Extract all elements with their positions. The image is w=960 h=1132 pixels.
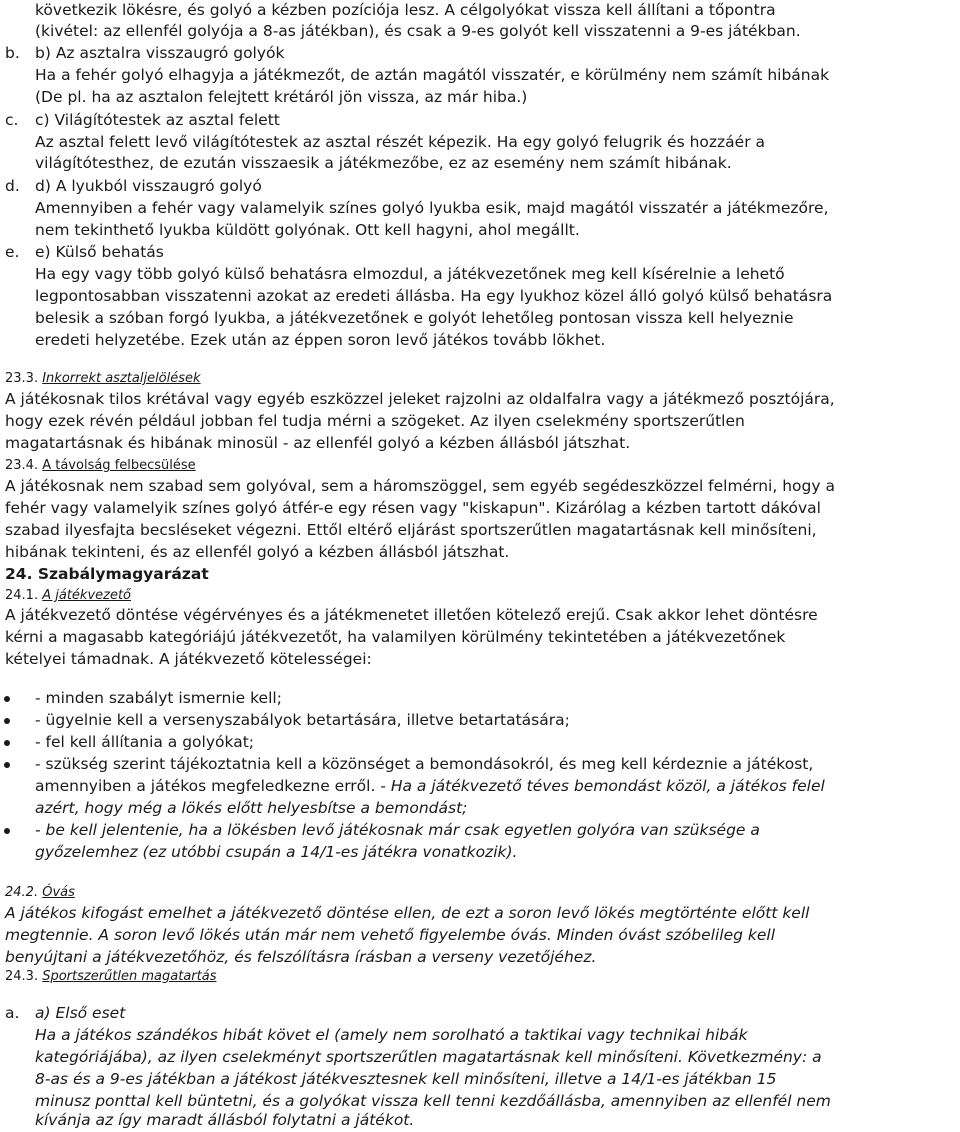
section-24-3-heading bbox=[5, 966, 216, 988]
section-number: 24.3. bbox=[5, 969, 39, 984]
section-23-3-heading bbox=[5, 368, 201, 390]
bullet-item-4-line-2 bbox=[35, 776, 825, 798]
item-d-title: d) A lyukból visszaugró golyó bbox=[35, 177, 262, 195]
s23-4-line-1: A játékosnak nem szabad sem golyóval, sem a háromszöggel, sem egyéb segédeszközzel felmérni, hogy a bbox=[5, 477, 835, 495]
s23-3-line-1: A játékosnak tilos krétával vagy egyéb eszközzel jeleket rajzolni az oldalfalra vagy a játékmező posztójára, bbox=[5, 390, 835, 408]
s23-4-line-3: szabad ilyesfajta becsléseket végezni. Ettől eltérő eljárást sportszerűtlen magatartásnak kell minősíteni, bbox=[5, 521, 817, 539]
s24-2-line-1: A játékos kifogást emelhet a játékvezető döntése ellen, de ezt a soron levő lökés megtörténte előtt kell bbox=[5, 904, 810, 922]
bullet-item-4-text: amennyiben a játékos megfeledkezne erről. - bbox=[35, 777, 391, 795]
s23-3-line-2: hogy ezek révén például jobban fel tudja mérni a szögeket. Az ilyen cselekmény sportszerűtlen bbox=[5, 412, 745, 430]
bullet-item-5-line-1: - be kell jelentenie, ha a lökésben levő játékosnak már csak egyetlen golyóra van szüksége a bbox=[35, 821, 760, 839]
intro-line-2: (kivétel: az ellenfél golyója a 8-as játékban), és csak a 9-es golyót kell visszatenni a 9-es játékban. bbox=[35, 22, 801, 40]
item-a-line-2: kategóriájába), az ilyen cselekményt sportszerűtlen magatartásnak kell minősíteni. Következmény: a bbox=[35, 1048, 822, 1066]
section-title: Óvás bbox=[42, 885, 75, 900]
item-e-line-4: eredeti helyzetébe. Ezek után az éppen soron levő játékos tovább lökhet. bbox=[35, 331, 606, 349]
item-e-line-3: belesik a szóban forgó lyukba, a játékvezetőnek e golyót lehetőleg pontosan vissza kell helyeznie bbox=[35, 309, 794, 327]
bullet-dot bbox=[4, 718, 10, 724]
bullet-item-5-line-2: győzelemhez (ez utóbbi csupán a 14/1-es játékra vonatkozik). bbox=[35, 843, 518, 861]
bullet-item-1: - minden szabályt ismernie kell; bbox=[35, 689, 282, 707]
section-number: 24.2. bbox=[5, 885, 39, 900]
section-title: Sportszerűtlen magatartás bbox=[42, 969, 217, 984]
item-e-line-1: Ha egy vagy több golyó külső behatásra elmozdul, a játékvezetőnek meg kell kísérelnie a lehető bbox=[35, 265, 785, 283]
bullet-item-2: - ügyelnie kell a versenyszabályok betartására, illetve betartatására; bbox=[35, 711, 570, 729]
section-number: 23.4. bbox=[5, 458, 39, 473]
bullet-item-3: - fel kell állítania a golyókat; bbox=[35, 733, 255, 751]
item-d-marker: d. bbox=[5, 177, 20, 195]
item-c-marker: c. bbox=[5, 111, 19, 129]
item-e-marker: e. bbox=[5, 243, 20, 261]
section-24-1-heading bbox=[5, 585, 131, 607]
item-a-marker: a. bbox=[5, 1004, 20, 1022]
bullet-dot bbox=[4, 762, 10, 768]
item-b-title: b) Az asztalra visszaugró golyók bbox=[35, 44, 285, 62]
section-title: A távolság felbecsülése bbox=[42, 458, 196, 473]
item-b-marker: b. bbox=[5, 44, 20, 62]
item-a-line-4: minusz ponttal kell büntetni, és a golyókat vissza kell tenni kezdőállásba, amennyiben az ellenfél nem bbox=[35, 1092, 831, 1110]
section-23-4-heading bbox=[5, 455, 196, 477]
item-e-line-2: legpontosabban visszatenni azokat az eredeti állásba. Ha egy lyukhoz közel álló golyó külső behatásra bbox=[35, 287, 833, 305]
s23-3-line-3: magatartásnak és hibának minosül - az ellenfél golyó a kézben állásból játszhat. bbox=[5, 434, 631, 452]
item-a-title: a) Első eset bbox=[35, 1004, 126, 1022]
bullet-item-4-line-3: azért, hogy még a lökés előtt helyesbítse a bemondást; bbox=[35, 799, 468, 817]
intro-line-1: következik lökésre, és golyó a kézben pozíciója lesz. A célgolyókat vissza kell állítani a tőpontra bbox=[35, 1, 776, 19]
item-e-title: e) Külső behatás bbox=[35, 243, 164, 261]
bullet-dot bbox=[4, 696, 10, 702]
bullet-dot bbox=[4, 740, 10, 746]
s23-4-line-2: fehér vagy valamelyik színes golyó átfér-e egy résen vagy "kiskapun". Kizárólag a kézben tartott dákóval bbox=[5, 499, 821, 517]
s24-2-line-2: megtennie. A soron levő lökés után már nem vehető figyelembe óvás. Minden óvást szóbelileg kell bbox=[5, 926, 776, 944]
section-24-2-heading bbox=[5, 882, 75, 904]
item-c-line-2: világítótesthez, de ezután visszaesik a játékmezőbe, ez az esemény nem számít hibának. bbox=[35, 154, 732, 172]
item-b-line-1: Ha a fehér golyó elhagyja a játékmezőt, de aztán magától visszatér, e körülmény nem számít hibának bbox=[35, 66, 830, 84]
item-a-line-1: Ha a játékos szándékos hibát követ el (amely nem sorolható a taktikai vagy technikai hibák bbox=[35, 1026, 748, 1044]
s24-1-line-3: kételyei támadnak. A játékvezető kötelességei: bbox=[5, 650, 372, 668]
item-b-line-2: (De pl. ha az asztalon felejtett krétáról jön vissza, az már hiba.) bbox=[35, 88, 528, 106]
section-number: 24.1. bbox=[5, 588, 39, 603]
bullet-item-4-italic: Ha a játékvezető téves bemondást közöl, a játékos felel bbox=[390, 777, 825, 795]
s24-1-line-1: A játékvezető döntése végérvényes és a játékmenetet illetően kötelező erejű. Csak akkor lehet döntésre bbox=[5, 606, 818, 624]
s23-4-line-4: hibának tekinteni, és az ellenfél golyó a kézben állásból játszhat. bbox=[5, 543, 510, 561]
s24-2-line-3: benyújtani a játékvezetőhöz, és felszólításra írásban a verseny vezetőjéhez. bbox=[5, 948, 597, 966]
item-c-title: c) Világítótestek az asztal felett bbox=[35, 111, 280, 129]
item-c-line-1: Az asztal felett levő világítótestek az asztal részét képezik. Ha egy golyó felugrik és hozzáér a bbox=[35, 133, 765, 151]
bullet-item-4-line-1: - szükség szerint tájékoztatnia kell a közönséget a bemondásokról, és meg kell kérdeznie a játékost, bbox=[35, 755, 814, 773]
item-d-line-2: nem tekinthető lyukba küldött golyónak. Ott kell hagyni, ahol megállt. bbox=[35, 221, 580, 239]
item-d-line-1: Amennyiben a fehér vagy valamelyik színes golyó lyukba esik, majd magától visszatér a játékmezőre, bbox=[35, 199, 829, 217]
s24-1-line-2: kérni a magasabb kategóriájú játékvezetőt, ha valamilyen körülmény tekintetében a játékvezetőnek bbox=[5, 628, 786, 646]
section-number: 23.3. bbox=[5, 371, 39, 386]
item-a-line-3: 8-as és a 9-es játékban a játékost játékvesztesnek kell minősíteni, illetve a 14/1-es játékban 15 bbox=[35, 1070, 777, 1088]
item-a-line-5: kívánja az így maradt állásból folytatni a játékot. bbox=[35, 1111, 415, 1129]
section-title: A játékvezető bbox=[42, 588, 132, 603]
bullet-dot bbox=[4, 828, 10, 834]
section-title: Inkorrekt asztaljelölések bbox=[42, 371, 201, 386]
section-24-heading: 24. Szabálymagyarázat bbox=[5, 565, 209, 583]
